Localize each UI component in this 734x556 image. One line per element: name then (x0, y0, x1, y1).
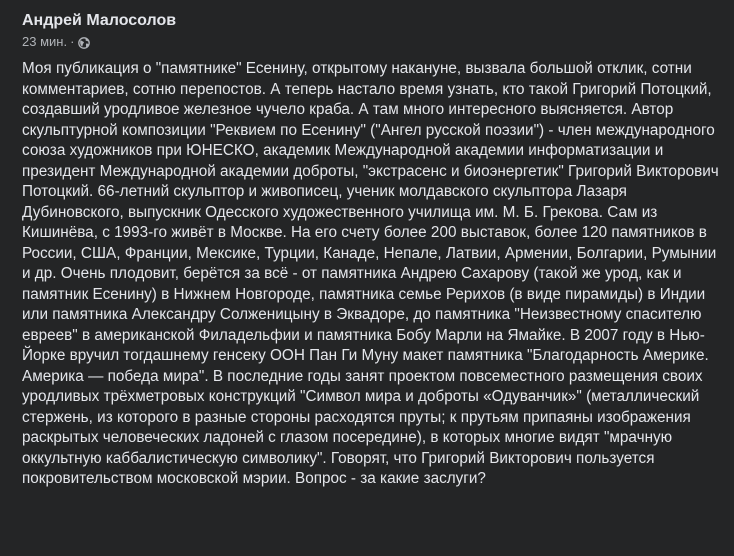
post-meta (22, 33, 734, 51)
post-header (0, 10, 734, 51)
post-body-text: Моя публикация о "памятнике" Есенину, открытому накануне, вызвала большой отклик, сотни комментариев, сотню перепостов. А теперь настало время узнать, кто такой Григорий Потоцкий, создавший уродливое железное чучело краба. А там много интересного выясняется. Автор скульптурной композиции "Реквием по Есенину" ("Ангел русской поэзии") - член международного союза художников при ЮНЕСКО, академик Международной академии информатизации и президент Международной академии доброты, "экстрасенс и биоэнергетик" Григорий Викторович Потоцкий. 66-летний скульптор и живописец, ученик молдавского скульптора Лазаря Дубиновского, выпускник Одесского художественного училища им. М. Б. Грекова. Сам из Кишинёва, с 1993-го живёт в Москве. На его счету более 200 выставок, более 120 памятников в России, США, Франции, Мексике, Турции, Канаде, Непале, Латвии, Армении, Болгарии, Румынии и др. Очень плодовит, берётся за всё - от памятника Андрею Сахарову (такой же урод, как и памятник Есенину) в Нижнем Новгороде, памятника семье Рерихов (в виде пирамиды) в Индии или памятника Александру Солженицыну в Эквадоре, до памятника "Неизвестному спасителю евреев" в американской Филадельфии и памятника Бобу Марли на Ямайке. В 2007 году в Нью-Йорке вручил тогдашнему генсеку ООН Пан Ги Муну макет памятника "Благодарность Америке. Америка — победа мира". В последние годы занят проектом повсеместного размещения своих уродливых трёхметровых конструкций "Символ мира и доброты «Одуванчик»" (металлический стержень, из которого в разные стороны расходятся пруты; к прутьям припаяны изображения раскрытых человеческих ладоней с глазом посередине), в которых многие видят "мрачную оккультную каббалистическую символику". Говорят, что Григорий Викторович пользуется покровительством московской мэрии. Вопрос - за какие заслуги? (22, 60, 719, 487)
meta-separator: · (70, 34, 75, 49)
author-name[interactable]: Андрей Малосолов (22, 12, 177, 29)
post-timestamp[interactable]: 23 мин. (22, 34, 68, 49)
globe-icon[interactable] (78, 36, 90, 48)
